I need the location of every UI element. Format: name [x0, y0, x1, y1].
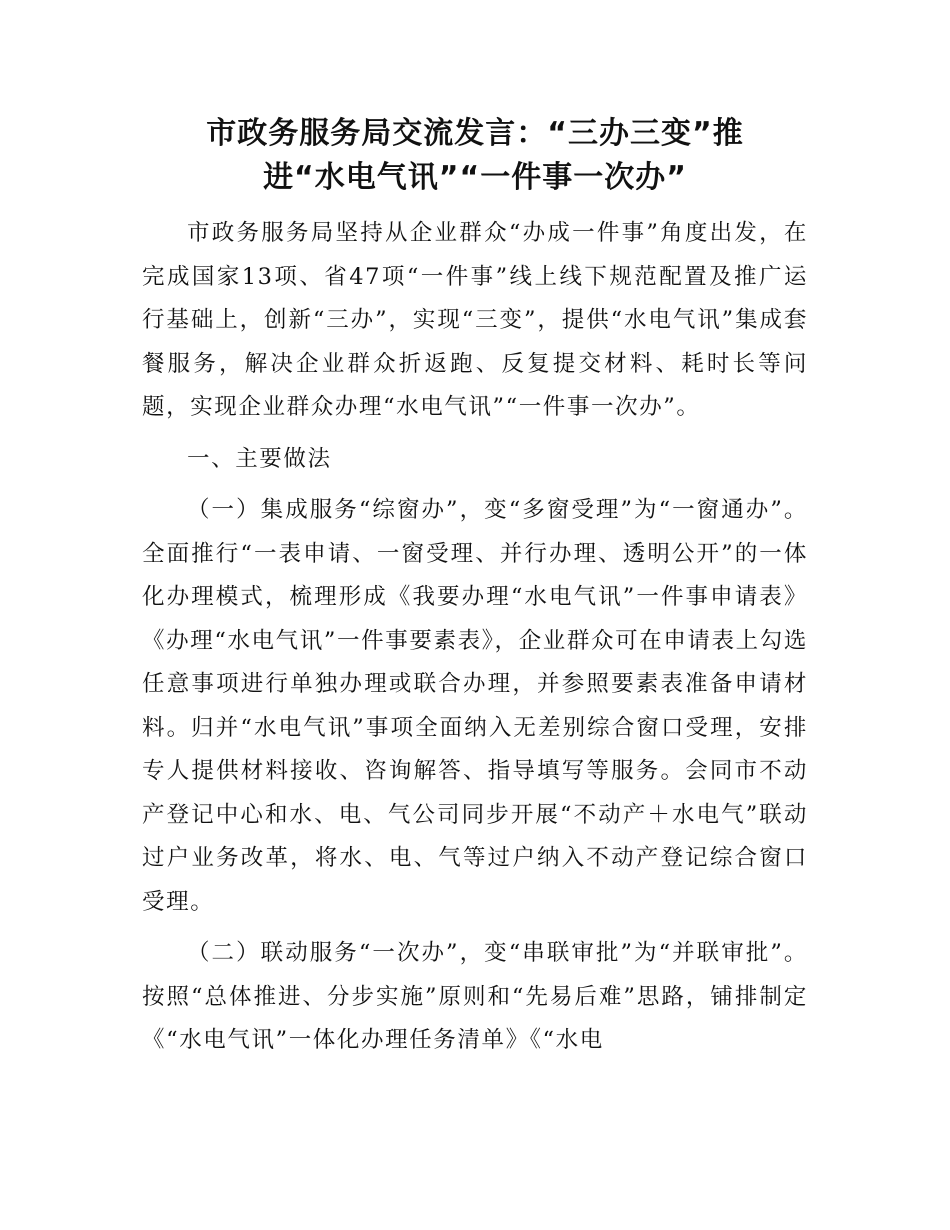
- title-line-2: 进“水电气讯”“一件事一次办”: [263, 160, 687, 195]
- document-title: [142, 112, 808, 200]
- paragraph-linked-service: （二）联动服务“一次办”，变“串联审批”为“并联审批”。按照“总体推进、分步实施”原则和“先易后难”思路，铺排制定《“水电气讯”一体化办理任务清单》《“水电: [142, 940, 808, 1053]
- title-line-1: 市政务服务局交流发言：“三办三变”推: [206, 116, 744, 151]
- section-heading-main-practices: 一、主要做法: [187, 445, 332, 472]
- document-body: [142, 212, 808, 1063]
- paragraph-intro: 市政务服务局坚持从企业群众“办成一件事”角度出发，在完成国家13项、省47项“一件事”线上线下规范配置及推广运行基础上，创新“三办”，实现“三变”，提供“水电气讯”集成套餐服务，解决企业群众折返跑、反复提交材料、耗时长等问题，实现企业群众办理“水电气讯”“一件事一次办”。: [142, 220, 808, 420]
- paragraph-integrated-service: （一）集成服务“综窗办”，变“多窗受理”为“一窗通办”。全面推行“一表申请、一窗受理、并行办理、透明公开”的一体化办理模式，梳理形成《我要办理“水电气讯”一件事申请表》《办理“水电气讯”一件事要素表》，企业群众可在申请表上勾选任意事项进行单独办理或联合办理，并参照要素表准备申请材料。归并“水电气讯”事项全面纳入无差别综合窗口受理，安排专人提供材料接收、咨询解答、指导填写等服务。会同市不动产登记中心和水、电、气公司同步开展“不动产＋水电气”联动过户业务改革，将水、电、气等过户纳入不动产登记综合窗口受理。: [142, 497, 808, 915]
